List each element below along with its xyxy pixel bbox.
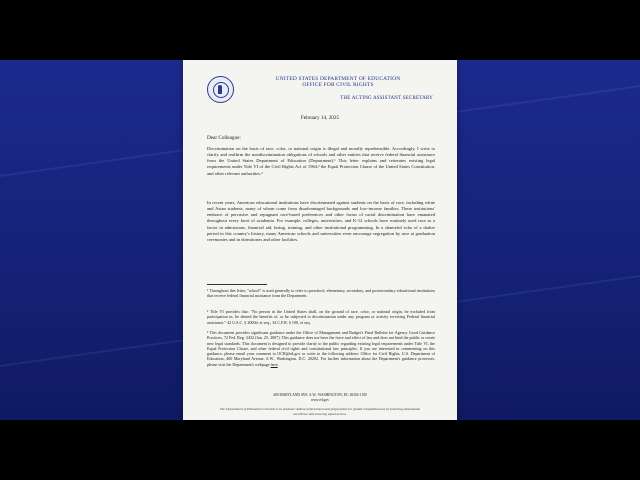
agency-name: UNITED STATES DEPARTMENT OF EDUCATION bbox=[275, 76, 401, 82]
footnote-3 bbox=[207, 330, 435, 367]
letter-page bbox=[183, 60, 457, 420]
footnote-2: ² Title VI provides that: "No person in the United States shall, on the ground of race, color, or national origin, be excluded from participation in, be denied the benefits of, or be subjected to discrimination under any program or activity receiving Federal financial assistance." 42 U.S.C. § 2000d, et seq.; 34 C.F.R. § 100, et seq. bbox=[207, 309, 435, 325]
footnote-1: ¹ Throughout this letter, "school" is used generally to refer to preschool, elementary, secondary, and postsecondary educational institutions that receive federal financial assistance from the Department. bbox=[207, 288, 435, 299]
mission-statement: The Department of Education's mission is to promote student achievement and preparation for global competitiveness by fostering educational excellence and ensuring equal access. bbox=[219, 407, 421, 416]
seal-icon bbox=[207, 76, 234, 103]
guidance-link[interactable]: here bbox=[270, 361, 278, 367]
letterhead-office: THE ACTING ASSISTANT SECRETARY bbox=[340, 96, 433, 101]
footnote-3-end: . bbox=[277, 361, 279, 367]
salutation: Dear Colleague: bbox=[207, 135, 241, 141]
footnote-3-text: ³ This document provides significant guidance under the Office of Management and Budget's Final Bulletin for Agency Good Guidance Practices, 72 Fed. Reg. 3432 (Jan. 25, 2007). This guidance does not have the force and effect of law and does not bind the public or create new legal standards. This document is designed to provide clarity to the public regarding existing legal requirements under Title VI, the Equal Protection Clause, and other federal civil rights and constitutional law principles. If you are interested in commenting on this guidance, please email your comment to OCR@ed.gov or write to the following address: Office for Civil Rights, U.S. Department of Education, 400 Maryland Avenue, S.W., Washington, D.C. 20202. For further information about the Department's guidance processes, please visit the Department's webpage bbox=[207, 330, 435, 367]
footer-website: www.ed.gov bbox=[310, 397, 330, 402]
letterhead-agency bbox=[243, 76, 433, 89]
letterbox-top bbox=[0, 0, 640, 60]
body-paragraph-2: In recent years, American educational institutions have discriminated against students on the basis of race, including white and Asian students, many of whom come from disadvantaged backgrounds and low-income families. These institutions' embrace of pervasive and repugnant race-based preferences and other forms of racial discrimination have emanated throughout every facet of academia. For example, colleges, universities, and K-12 schools have routinely used race as a factor in admissions, financial aid, hiring, training, and other institutional programming. In a shameful echo of a darker period in this country's history, many American schools and universities even encourage segregation by race at graduation ceremonies and in dormitories and other facilities. bbox=[207, 200, 435, 242]
footer-address: 400 MARYLAND AVE. S.W., WASHINGTON, DC 20202-1100 bbox=[273, 393, 367, 397]
footer-address-block bbox=[183, 393, 457, 402]
body-paragraph-1: Discrimination on the basis of race, color, or national origin is illegal and morally reprehensible. Accordingly, I write to clarify and reaffirm the nondiscrimination obligations of schools and other entities that receive federal financial assistance from the United States Department of Education (Department).¹ This letter explains and reiterates existing legal requirements under Title VI of the Civil Rights Act of 1964,² the Equal Protection Clause of the United States Constitution, and other relevant authorities.³ bbox=[207, 146, 435, 176]
footnote-divider bbox=[207, 284, 267, 285]
letterbox-bottom bbox=[0, 420, 640, 480]
letter-date: February 14, 2025 bbox=[300, 115, 340, 121]
office-name: OFFICE FOR CIVIL RIGHTS bbox=[302, 82, 374, 89]
